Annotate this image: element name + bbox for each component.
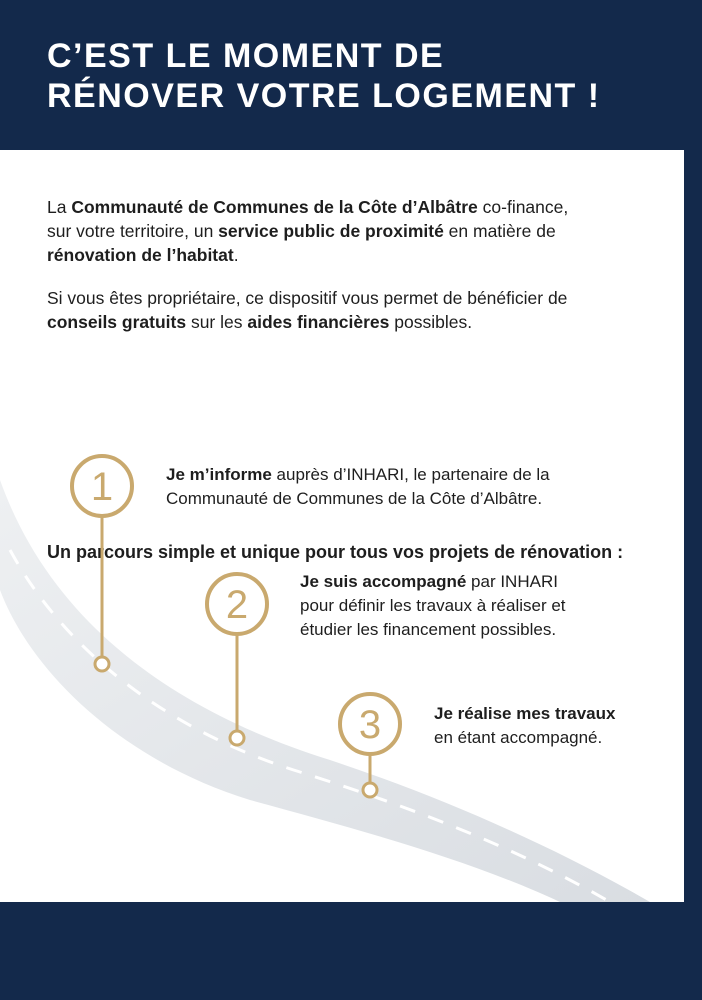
step-2-number: 2 — [225, 583, 249, 627]
intro-bold-conseils: conseils gratuits — [47, 312, 187, 332]
intro-bold-ccca: Communauté de Communes de la Côte d’Albâtre — [71, 197, 478, 217]
step-1-number: 1 — [90, 465, 114, 509]
step-1-bold: Je m’informe — [166, 465, 272, 484]
page-title — [47, 36, 601, 116]
intro-paragraph-2: Si vous êtes propriétaire, ce dispositif vous permet de bénéficier de conseils gratuits sur les aides financières possibles. — [47, 288, 568, 332]
bottom-band — [0, 902, 702, 1000]
intro-paragraph-1: La Communauté de Communes de la Côte d’Albâtre co-finance, sur votre territoire, un service public de proximité en matière de rénovation de l’habitat. — [47, 197, 569, 265]
step-2-bold: Je suis accompagné — [300, 572, 467, 591]
step-3-bold: Je réalise mes travaux — [434, 704, 616, 723]
title-line-1: C’EST LE MOMENT DE — [47, 37, 445, 75]
step-2-marker — [197, 566, 277, 752]
step-1-marker — [62, 448, 142, 678]
intro-bold-renovation: rénovation de l’habitat — [47, 245, 234, 265]
step-2-text: Je suis accompagné par INHARI pour définir les travaux à réaliser et étudier les financement possibles. — [300, 572, 566, 639]
content-panel — [0, 150, 684, 902]
intro-bold-service: service public de proximité — [218, 221, 444, 241]
step-3-text: Je réalise mes travaux en étant accompagné. — [434, 704, 616, 747]
intro-bold-aides: aides financières — [247, 312, 390, 332]
parcours-heading: Un parcours simple et unique pour tous vos projets de rénovation : — [47, 542, 624, 562]
step-3-number: 3 — [358, 703, 382, 747]
title-line-2: RÉNOVER VOTRE LOGEMENT ! — [47, 77, 601, 115]
step-3-marker — [330, 686, 410, 804]
step-1-text: Je m’informe auprès d’INHARI, le partenaire de la Communauté de Communes de la Côte d’Albâtre. — [166, 465, 550, 508]
